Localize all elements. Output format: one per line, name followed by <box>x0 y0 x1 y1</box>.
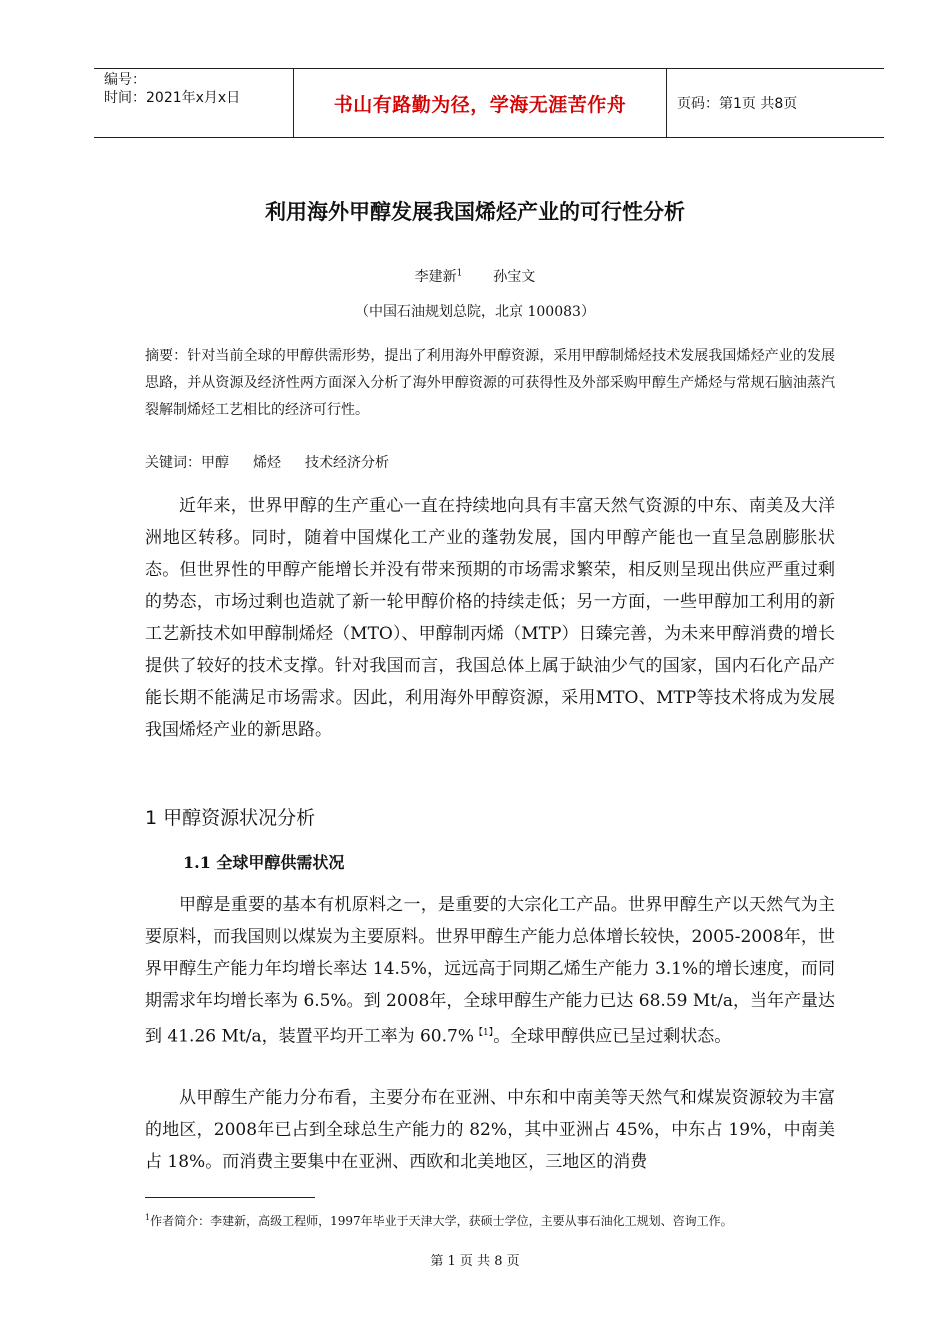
motto-text: 书山有路勤为径，学海无涯苦作舟 <box>333 93 627 116</box>
keywords <box>145 452 413 472</box>
page-title: 利用海外甲醇发展我国烯烃产业的可行性分析 <box>265 200 685 224</box>
keyword-1: 关键词：甲醇 <box>145 455 229 471</box>
abstract: 摘要：针对当前全球的甲醇供需形势，提出了利用海外甲醇资源，采用甲醇制烯烃技术发展我国烯烃产业的发展思路，并从资源及经济性两方面深入分析了海外甲醇资源的可获得性及外部采购甲醇生产烯烃与常规石脑油蒸汽裂解制烯烃工艺相比的经济可行性。 <box>145 348 835 418</box>
header-meta-cell <box>94 69 294 137</box>
affiliation: （中国石油规划总院，北京 100083） <box>355 304 595 320</box>
paragraph-supply-demand-text-b: 。全球甲醇供应已呈过剩状态。 <box>493 1026 732 1047</box>
footnote-divider <box>145 1197 315 1198</box>
keyword-3: 技术经济分析 <box>305 455 389 471</box>
reference-mark[interactable]: 【1】 <box>474 1028 494 1038</box>
footnote-mark: 1 <box>145 1213 151 1222</box>
page-info: 页码：第1页 共8页 <box>677 96 798 112</box>
paragraph-capacity-distribution: 从甲醇生产能力分布看，主要分布在亚洲、中东和中南美等天然气和煤炭资源较为丰富的地区，2008年已占到全球总生产能力的 82%，其中亚洲占 45%，中东占 19%，中南美占 18%。而消费主要集中在亚洲、西欧和北美地区，三地区的消费 <box>145 1088 835 1172</box>
header-motto-cell <box>294 69 667 137</box>
author-1: 李建新 <box>414 269 457 285</box>
footnote <box>145 1212 733 1229</box>
time-label: 时间：2021年x月x日 <box>104 90 241 106</box>
keyword-2: 烯烃 <box>253 455 281 471</box>
paragraph-supply-demand-text-a: 甲醇是重要的基本有机原料之一，是重要的大宗化工产品。世界甲醇生产以天然气为主要原料，而我国则以煤炭为主要原料。世界甲醇生产能力总体增长较快，2005-2008年，世界甲醇生产能力年均增长率达 14.5%，远远高于同期乙烯生产能力 3.1%的增长速度，而同期需求年均增长率为 6.5%。到 2008年，全球甲醇生产能力已达 68.59 Mt/a，当年产量达到 41.26 Mt/a，装置平均开工率为 60.7% <box>145 895 835 1047</box>
paragraph-supply-demand <box>145 889 835 1053</box>
footnote-text: 作者简介：李建新，高级工程师，1997年毕业于天津大学，获硕士学位，主要从事石油化工规划、咨询工作。 <box>150 1214 733 1228</box>
header-page-cell <box>667 69 884 137</box>
author-1-footnote-mark: 1 <box>456 268 463 279</box>
document-header <box>94 68 884 138</box>
authors-line <box>0 266 950 286</box>
number-label: 编号： <box>104 72 146 88</box>
section-heading-1: 1 甲醇资源状况分析 <box>145 807 316 829</box>
page-footer: 第 1 页 共 8 页 <box>430 1254 520 1269</box>
section-heading-1-1: 1.1 全球甲醇供需状况 <box>183 853 345 872</box>
author-2: 孙宝文 <box>493 269 536 285</box>
intro-paragraph: 近年来，世界甲醇的生产重心一直在持续地向具有丰富天然气资源的中东、南美及大洋洲地区转移。同时，随着中国煤化工产业的蓬勃发展，国内甲醇产能也一直呈急剧膨胀状态。但世界性的甲醇产能增长并没有带来预期的市场需求繁荣，相反则呈现出供应严重过剩的势态，市场过剩也造就了新一轮甲醇价格的持续走低；另一方面，一些甲醇加工利用的新工艺新技术如甲醇制烯烃（MTO）、甲醇制丙烯（MTP）日臻完善，为未来甲醇消费的增长提供了较好的技术支撑。针对我国而言，我国总体上属于缺油少气的国家，国内石化产品产能长期不能满足市场需求。因此，利用海外甲醇资源，采用MTO、MTP等技术将成为发展我国烯烃产业的新思路。 <box>145 496 835 740</box>
